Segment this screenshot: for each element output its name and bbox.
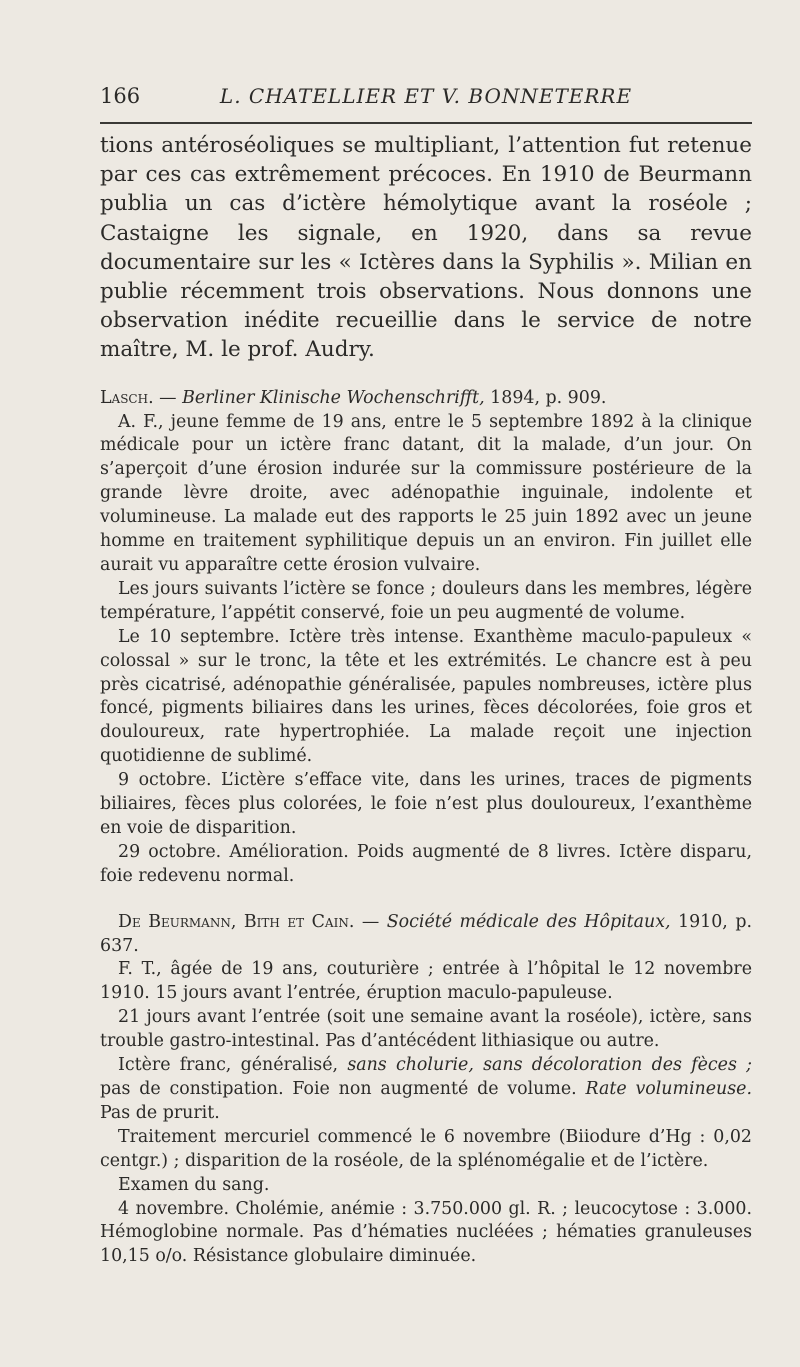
italic-run: sans cholurie, sans décoloration des fèces ; [347, 1055, 752, 1076]
page-header [100, 80, 752, 116]
citation-details: 1910, p. 637. [100, 911, 752, 956]
case-beurmann [100, 911, 752, 1270]
case-paragraph: 29 octobre. Amélioration. Poids augmenté de 8 livres. Ictère disparu, foie redevenu normal. [100, 841, 752, 886]
case-paragraph: A. F., jeune femme de 19 ans, entre le 5 septembre 1892 à la clinique médicale pour un ictère franc datant, dit la malade, d’un jour. On s’aperçoit d’une érosion indurée sur la commissure postérieure de la grande lèvre droite, avec adénopathie inguinale, indolente et volumineuse. La malade eut des rapports le 25 juin 1892 avec un jeune homme en traitement syphilitique depuis un an environ. Fin juillet elle aurait vu apparaître cette érosion vulvaire. [100, 411, 752, 575]
page-body [100, 131, 752, 1269]
case-paragraph: Les jours suivants l’ictère se fonce ; douleurs dans les membres, légère température, l’appétit conservé, foie un peu augmenté de volume. [100, 578, 752, 623]
case-paragraph [100, 1054, 752, 1126]
author: Lasch. [100, 387, 154, 408]
case-paragraph: F. T., âgée de 19 ans, couturière ; entrée à l’hôpital le 12 novembre 1910. 15 jours avant l’entrée, éruption maculo-papuleuse. [100, 959, 752, 1004]
authors: De Beurmann, Bith et Cain. [118, 911, 355, 932]
text-run: Pas de prurit. [100, 1102, 220, 1123]
dash: — [354, 911, 387, 932]
text-run: pas de constipation. Foie non augmenté de volume. [100, 1079, 586, 1099]
intro-paragraph: tions antéroséoliques se multipliant, l’attention fut retenue par ces cas extrêmement précoces. En 1910 de Beurmann publia un cas d’ictère hémolytique avant la roséole ; Castaigne les signale, en 1920, dans sa revue documentaire sur les « Ictères dans la Syphilis ». Milian en publie récemment trois observations. Nous donnons une observation inédite recueillie dans le service de notre maître, M. le prof. Audry. [100, 133, 752, 363]
case-paragraph: Examen du sang. [118, 1174, 270, 1195]
case-paragraph: Traitement mercuriel commencé le 6 novembre (Biiodure d’Hg : 0,02 centgr.) ; disparition de la roséole, de la splénomégalie et de l’ictère. [100, 1126, 752, 1171]
page-number: 166 [100, 84, 141, 108]
header-rule [100, 122, 752, 124]
journal-title: Berliner Klinische Wochenschrifft, [182, 387, 485, 408]
case-paragraph: 9 octobre. L’ictère s’efface vite, dans les urines, traces de pigments biliaires, fèces plus colorées, le foie n’est plus douloureux, l’exanthème en voie de disparition. [100, 770, 752, 838]
citation-details: 1894, p. 909. [484, 387, 607, 408]
journal-title: Société médicale des Hôpitaux, [386, 911, 671, 932]
case-paragraph: Le 10 septembre. Ictère très intense. Exanthème maculo-papuleux « colossal » sur le tronc, la tête et les extrémités. Le chancre est à peu près cicatrisé, adénopathie généralisée, papules nombreuses, ictère plus foncé, pigments biliaires dans les urines, fèces décolorées, foie gros et douloureux, rate hypertrophiée. La malade reçoit une injection quotidienne de sublimé. [100, 626, 752, 767]
case-beurmann-citation [100, 911, 752, 959]
case-lasch-citation [100, 387, 752, 411]
case-lasch [100, 387, 752, 889]
text-run: Ictère franc, généralisé, [118, 1055, 348, 1076]
case-paragraph: 21 jours avant l’entrée (soit une semaine avant la roséole), ictère, sans trouble gastro-intestinal. Pas d’antécédent lithiasique ou autre. [100, 1007, 752, 1052]
running-title: L. CHATELLIER ET V. BONNETERRE [219, 84, 633, 108]
italic-run: Rate volumineuse. [585, 1079, 752, 1099]
case-paragraph: 4 novembre. Cholémie, anémie : 3.750.000 gl. R. ; leucocytose : 3.000. Hémoglobine normale. Pas d’hématies nucléées ; hématies granuleuses 10,15 o/o. Résistance globulaire diminuée. [100, 1198, 752, 1267]
dash: — [153, 387, 183, 408]
